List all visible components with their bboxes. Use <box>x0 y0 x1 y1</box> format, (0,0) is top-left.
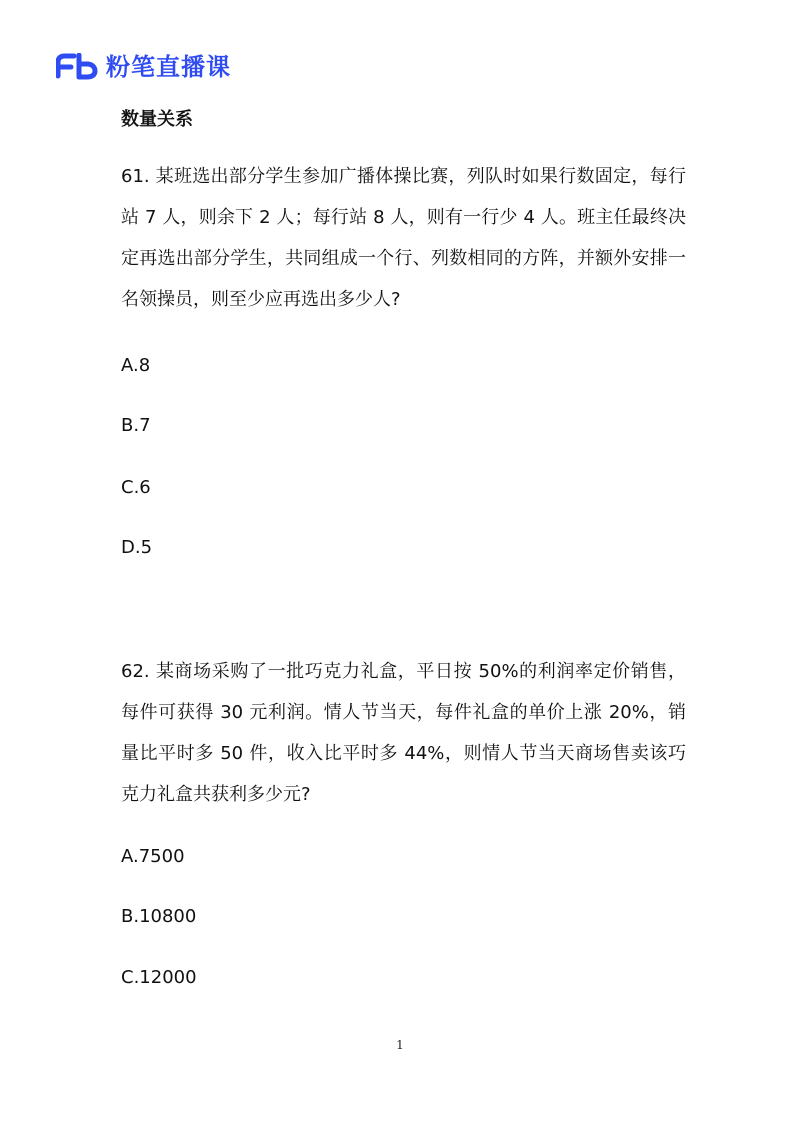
question-61-option-a: A.8 <box>121 355 151 376</box>
fenbi-fb-logo-icon <box>56 53 98 81</box>
question-61-option-b: B.7 <box>121 415 151 436</box>
question-62-option-b: B.10800 <box>121 906 197 927</box>
question-62-option-a: A.7500 <box>121 846 185 867</box>
section-title: 数量关系 <box>121 109 193 130</box>
question-61-text: 61. 某班选出部分学生参加广播体操比赛，列队时如果行数固定，每行站 7 人，则余下 2 人；每行站 8 人，则有一行少 4 人。班主任最终决定再选出部分学生，共同组成一个行、列数相同的方阵，并额外安排一名领操员，则至少应再选出多少人? <box>121 166 686 310</box>
question-61-option-d: D.5 <box>121 537 153 558</box>
page-number: 1 <box>396 1038 404 1052</box>
document-header <box>56 50 231 84</box>
brand-name: 粉笔直播课 <box>106 53 231 81</box>
question-62-text: 62. 某商场采购了一批巧克力礼盒，平日按 50%的利润率定价销售，每件可获得 30 元利润。情人节当天，每件礼盒的单价上涨 20%，销量比平时多 50 件，收入比平时多 44%，则情人节当天商场售卖该巧克力礼盒共获利多少元? <box>121 661 686 805</box>
question-61-option-c: C.6 <box>121 477 151 498</box>
question-62-option-c: C.12000 <box>121 967 197 988</box>
